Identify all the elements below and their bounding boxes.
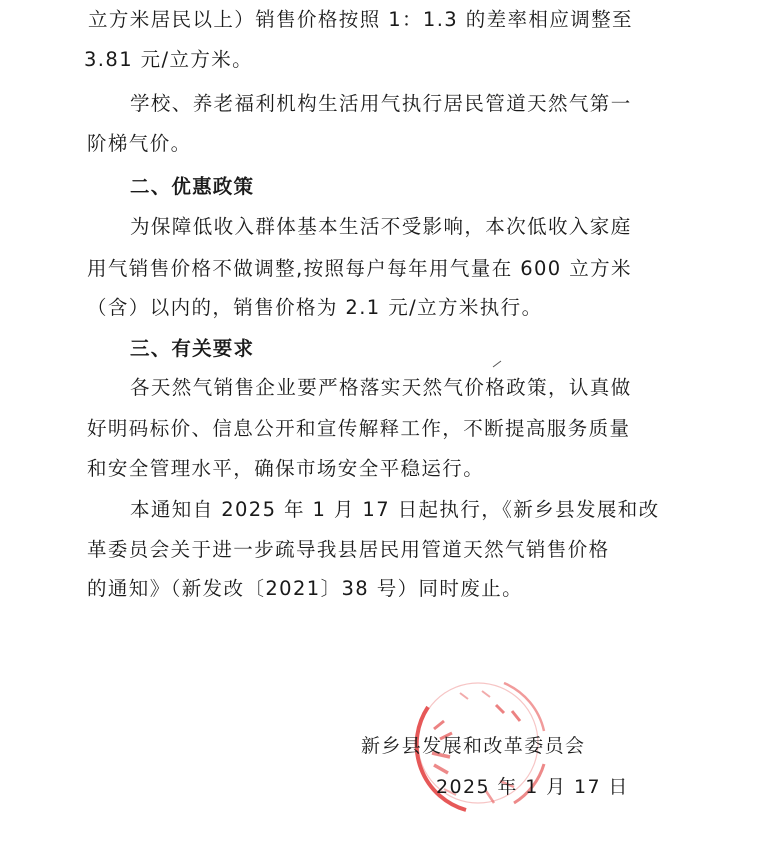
signature-date: 2025 年 1 月 17 日 — [436, 776, 629, 798]
body-line-14: 革委员会关于进一步疏导我县居民用管道天然气销售价格 — [87, 538, 610, 561]
body-line-8: （含）以内的，销售价格为 2.1 元/立方米执行。 — [87, 296, 543, 319]
body-line-6: 为保障低收入群体基本生活不受影响，本次低收入家庭 — [130, 215, 632, 238]
body-line-13: 本通知自 2025 年 1 月 17 日起执行，《新乡县发展和改 — [130, 498, 660, 521]
body-line-10: 各天然气销售企业要严格落实天然气价格政策，认真做 — [130, 376, 632, 399]
section-heading-2: 二、优惠政策 — [130, 175, 255, 198]
pen-mark-icon — [492, 360, 502, 368]
body-line-2: 3.81 元/立方米。 — [84, 48, 254, 71]
signature-org: 新乡县发展和改革委员会 — [361, 735, 586, 757]
body-line-1: 立方米居民以上）销售价格按照 1：1.3 的差率相应调整至 — [88, 8, 633, 31]
body-line-3: 学校、养老福利机构生活用气执行居民管道天然气第一 — [130, 92, 632, 115]
body-line-4: 阶梯气价。 — [87, 132, 192, 155]
body-line-7: 用气销售价格不做调整,按照每户每年用气量在 600 立方米 — [87, 257, 632, 280]
body-line-12: 和安全管理水平，确保市场安全平稳运行。 — [87, 457, 485, 480]
body-line-15: 的通知》（新发改〔2021〕38 号）同时废止。 — [87, 577, 523, 600]
section-heading-3: 三、有关要求 — [130, 337, 255, 360]
body-line-11: 好明码标价、信息公开和宣传解释工作，不断提高服务质量 — [87, 417, 631, 440]
